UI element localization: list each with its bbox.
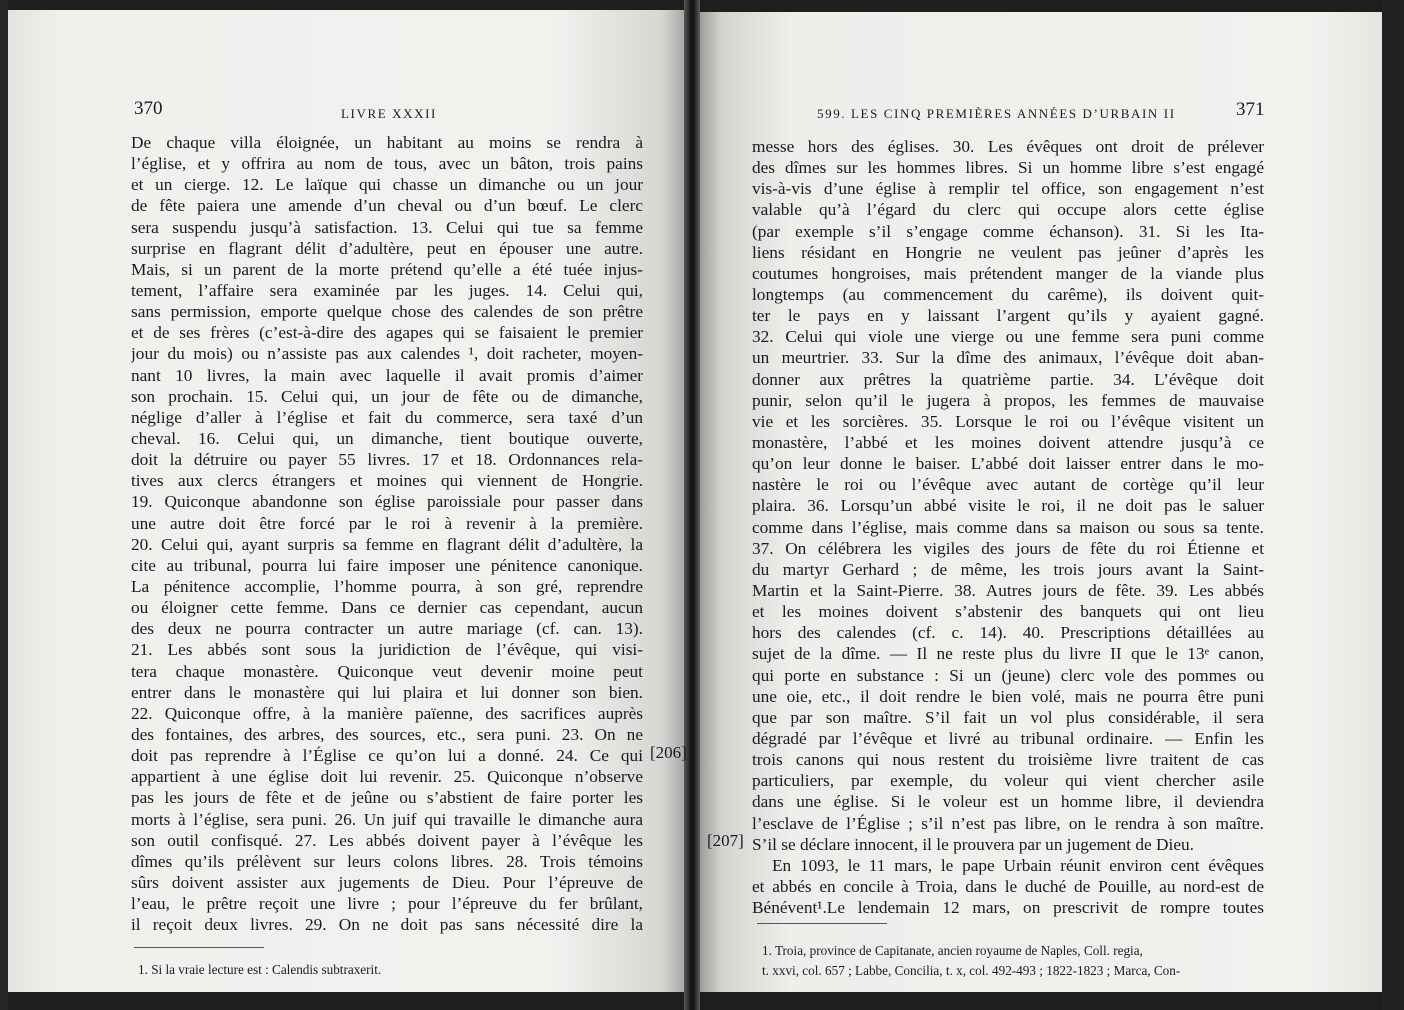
text-line: (par exemple s’il s’engage comme échanson). 31. Si les Ita-: [752, 221, 1264, 241]
text-line: Martin et la Saint-Pierre. 38. Autres jours de fête. 39. Les abbés: [752, 580, 1264, 600]
text-line: cheval. 16. Celui qui, un dimanche, tient boutique ouverte,: [131, 428, 643, 448]
footnote-left: [138, 960, 381, 980]
text-line: ter le pays en y laissant l’argent qu’ils y ayaient gagné.: [752, 306, 1264, 326]
text-line: monastère, l’abbé et les moines doivent attendre jusqu’à ce: [752, 432, 1264, 452]
text-line: 22. Quiconque offre, à la manière païenne, des sacrifices auprès: [131, 703, 643, 723]
text-line: 21. Les abbés sont sous la juridiction de l’évêque, qui visi-: [131, 640, 643, 660]
text-line: qu’on leur donne le baiser. L’abbé doit laisser entrer dans le mo-: [752, 454, 1264, 474]
text-line: sûrs doivent assister aux jugements de Dieu. Pour l’épreuve de: [131, 872, 643, 892]
text-line: entrer dans le monastère qui lui plaira et lui donner son bien.: [131, 682, 643, 702]
text-line: nant 10 livres, la main avec laquelle il avait promis d’aimer: [131, 365, 643, 385]
text-line: son prochain. 15. Celui qui, un jour de fête ou de dimanche,: [131, 386, 643, 406]
right-body-text: [752, 136, 1264, 918]
text-line: des fontaines, des arbres, des sources, etc., sera puni. 23. On ne: [131, 724, 643, 744]
text-line: nastère le roi ou l’évêque avec autant de cortège qu’il leur: [752, 475, 1264, 495]
text-line: pas les jours de fête et de jeûne ou s’abstient de faire porter les: [131, 788, 643, 808]
text-line: et abbés en concile à Troia, dans le duché de Pouille, au nord-est de: [752, 876, 1264, 896]
text-line: l’esclave de l’Église ; s’il n’est pas libre, on le rendra à son maître.: [752, 813, 1264, 833]
text-line: liens résidant en Hongrie ne veulent pas jeûner d’après les: [752, 242, 1264, 262]
text-line: Bénévent¹.Le lendemain 12 mars, on prescrivit de rompre toutes: [752, 898, 1264, 918]
scan-edge-right: [1382, 0, 1404, 1010]
text-line: du martyr Gerhard ; de même, les trois jours avant la Saint-: [752, 559, 1264, 579]
text-line: La pénitence accomplie, l’homme pourra, à son gré, reprendre: [131, 576, 643, 596]
footnote-right-line: t. xxvi, col. 657 ; Labbe, Concilia, t. x, col. 492-493 ; 1822-1823 ; Marca, Con-: [762, 963, 1181, 978]
text-line: néglige d’aller à l’église et fait du commerce, sera taxé d’un: [131, 407, 643, 427]
text-line: des dîmes sur les hommes libres. Si un homme libre s’est engagé: [752, 158, 1264, 178]
text-line: et un cierge. 12. Le laïque qui chasse un dimanche ou un jour: [131, 175, 643, 195]
text-line: qui porte en substance : Si un (jeune) clerc vole des pommes ou: [752, 665, 1264, 685]
text-line: donner aux prêtres la quatrième partie. 34. L’évêque doit: [752, 369, 1264, 389]
text-line: coutumes hongroises, mais prétendent manger de la viande plus: [752, 263, 1264, 283]
text-line: dans une église. Si le voleur est un homme libre, il deviendra: [752, 792, 1264, 812]
text-line: tera chaque monastère. Quiconque veut devenir moine peut: [131, 661, 643, 681]
text-line: longtemps (au commencement du carême), ils doivent quit-: [752, 284, 1264, 304]
text-line: doit la détruire ou payer 55 livres. 17 et 18. Ordonnances rela-: [131, 450, 643, 470]
text-line: un meurtrier. 33. Sur la dîme des animaux, l’évêque doit aban-: [752, 348, 1264, 368]
text-line: punir, selon qu’il le jugera à propos, les femmes de mauvaise: [752, 390, 1264, 410]
book-gutter: [684, 0, 700, 1010]
text-line: l’église, et y offrira au nom de tous, avec un bâton, trois pains: [131, 154, 643, 174]
text-line: 19. Quiconque abandonne son église paroissiale pour passer dans: [131, 492, 643, 512]
margin-number-right: [207]: [707, 831, 744, 850]
text-line: des deux ne pourra contracter un autre mariage (cf. can. 13).: [131, 619, 643, 639]
footnote-right: [762, 941, 1180, 981]
text-line: l’eau, le prêtre reçoit une livre ; pour l’épreuve du fer brûlant,: [131, 894, 643, 914]
text-line: vie et les sorcières. 35. Lorsque le roi ou l’évêque visitent un: [752, 411, 1264, 431]
text-line: tement, l’affaire sera examinée par les juges. 14. Celui qui,: [131, 280, 643, 300]
text-line: plaira. 36. Lorsqu’un abbé visite le roi, il ne doit pas le saluer: [752, 496, 1264, 516]
left-body-text: [131, 132, 643, 935]
running-head-left: LIVRE XXXII: [341, 106, 437, 121]
margin-number-left: [206]: [650, 743, 687, 762]
text-line: De chaque villa éloignée, un habitant au moins se rendra à: [131, 133, 643, 152]
text-line: et les moines doivent s’abstenir des banquets qui ont lieu: [752, 602, 1264, 622]
text-line: de fête paiera une amende d’un cheval ou d’un bœuf. Le clerc: [131, 196, 643, 216]
page-number-left: 370: [134, 98, 163, 119]
scan-edge-left: [0, 0, 8, 1010]
text-line: morts à l’église, sera puni. 26. Un juif qui travaille le dimanche aura: [131, 809, 643, 829]
text-line: sujet de la dîme. — Il ne reste plus du livre II que le 13ᵉ canon,: [752, 644, 1264, 664]
text-line: messe hors des églises. 30. Les évêques ont droit de prélever: [752, 137, 1264, 156]
text-line: cite au tribunal, pourra lui faire imposer une pénitence canonique.: [131, 555, 643, 575]
footnote-left-text: 1. Si la vraie lecture est : Calendis subtraxerit.: [138, 962, 382, 977]
text-line: En 1093, le 11 mars, le pape Urbain réunit environ cent évêques: [772, 855, 1264, 875]
footnote-rule-left: [134, 947, 264, 948]
text-line: sans permission, emporte quelque chose des calendes de son prêtre: [131, 302, 643, 322]
text-line: sera suspendu jusqu’à satisfaction. 13. Celui qui tue sa femme: [131, 217, 643, 237]
text-line: Mais, si un parent de la morte prétend qu’elle a été tuée injus-: [131, 259, 643, 279]
text-line: trois canons qui nous restent du troisième livre traitent de cas: [752, 750, 1264, 770]
text-line: surprise en flagrant délit d’adultère, peut en épouser une autre.: [131, 238, 643, 258]
text-line: une oie, etc., il doit rendre le bien volé, mais ne pourra être puni: [752, 686, 1264, 706]
text-line: il reçoit deux livres. 29. On ne doit pas sans nécessité dire la: [131, 915, 643, 935]
text-line: que par son maître. S’il fait un vol plus considérable, il sera: [752, 707, 1264, 727]
text-line: et de ses frères (c’est-à-dire des agapes qui se faisaient le premier: [131, 323, 643, 343]
text-line: vis-à-vis d’une église à remplir tel office, son engagement n’est: [752, 179, 1264, 199]
text-line: son outil confisqué. 27. Les abbés doivent payer à l’évêque les: [131, 830, 643, 850]
text-line: hors des calendes (cf. c. 14). 40. Prescriptions détaillées au: [752, 623, 1264, 643]
text-line: 32. Celui qui viole une vierge ou une femme sera puni comme: [752, 327, 1264, 347]
text-line: une autre doit être forcé par le roi à revenir à la première.: [131, 513, 643, 533]
page-number-right: 371: [1236, 99, 1265, 120]
text-line: doit pas reprendre à l’Église ce qu’on lui a donné. 24. Ce qui: [131, 746, 643, 766]
text-line: 37. On célébrera les vigiles des jours de fête du roi Étienne et: [752, 538, 1264, 558]
text-line: comme dans l’église, mais comme dans sa maison ou sous sa tente.: [752, 517, 1264, 537]
text-line: jour du mois) ou n’assiste pas aux calendes ¹, doit racheter, moyen-: [131, 344, 643, 364]
text-line: particuliers, par exemple, du voleur qui vient chercher asile: [752, 771, 1264, 791]
text-line: valable qu’à l’égard du clerc qui occupe alors cette église: [752, 200, 1264, 220]
scan-edge-bottom: [0, 990, 1404, 1010]
running-head-right: 599. LES CINQ PREMIÈRES ANNÉES D’URBAIN II: [817, 106, 1176, 121]
text-line: dégradé par l’évêque et livré au tribunal ordinaire. — Enfin les: [752, 728, 1264, 748]
text-line: 20. Celui qui, ayant surpris sa femme en flagrant délit d’adultère, la: [131, 534, 643, 554]
text-line: S’il se déclare innocent, il le prouvera par un jugement de Dieu.: [752, 834, 1194, 854]
text-line: tives aux clercs étrangers et moines qui viennent de Hongrie.: [131, 471, 643, 491]
text-line: appartient à une église doit lui revenir. 25. Quiconque n’observe: [131, 767, 643, 787]
text-line: dîmes qu’ils prélèvent sur leurs colons libres. 28. Trois témoins: [131, 851, 643, 871]
footnote-rule-right: [757, 923, 887, 924]
footnote-right-line: 1. Troia, province de Capitanate, ancien royaume de Naples, Coll. regia,: [762, 943, 1143, 958]
text-line: ou éloigner cette femme. Dans ce dernier cas cependant, aucun: [131, 598, 643, 618]
